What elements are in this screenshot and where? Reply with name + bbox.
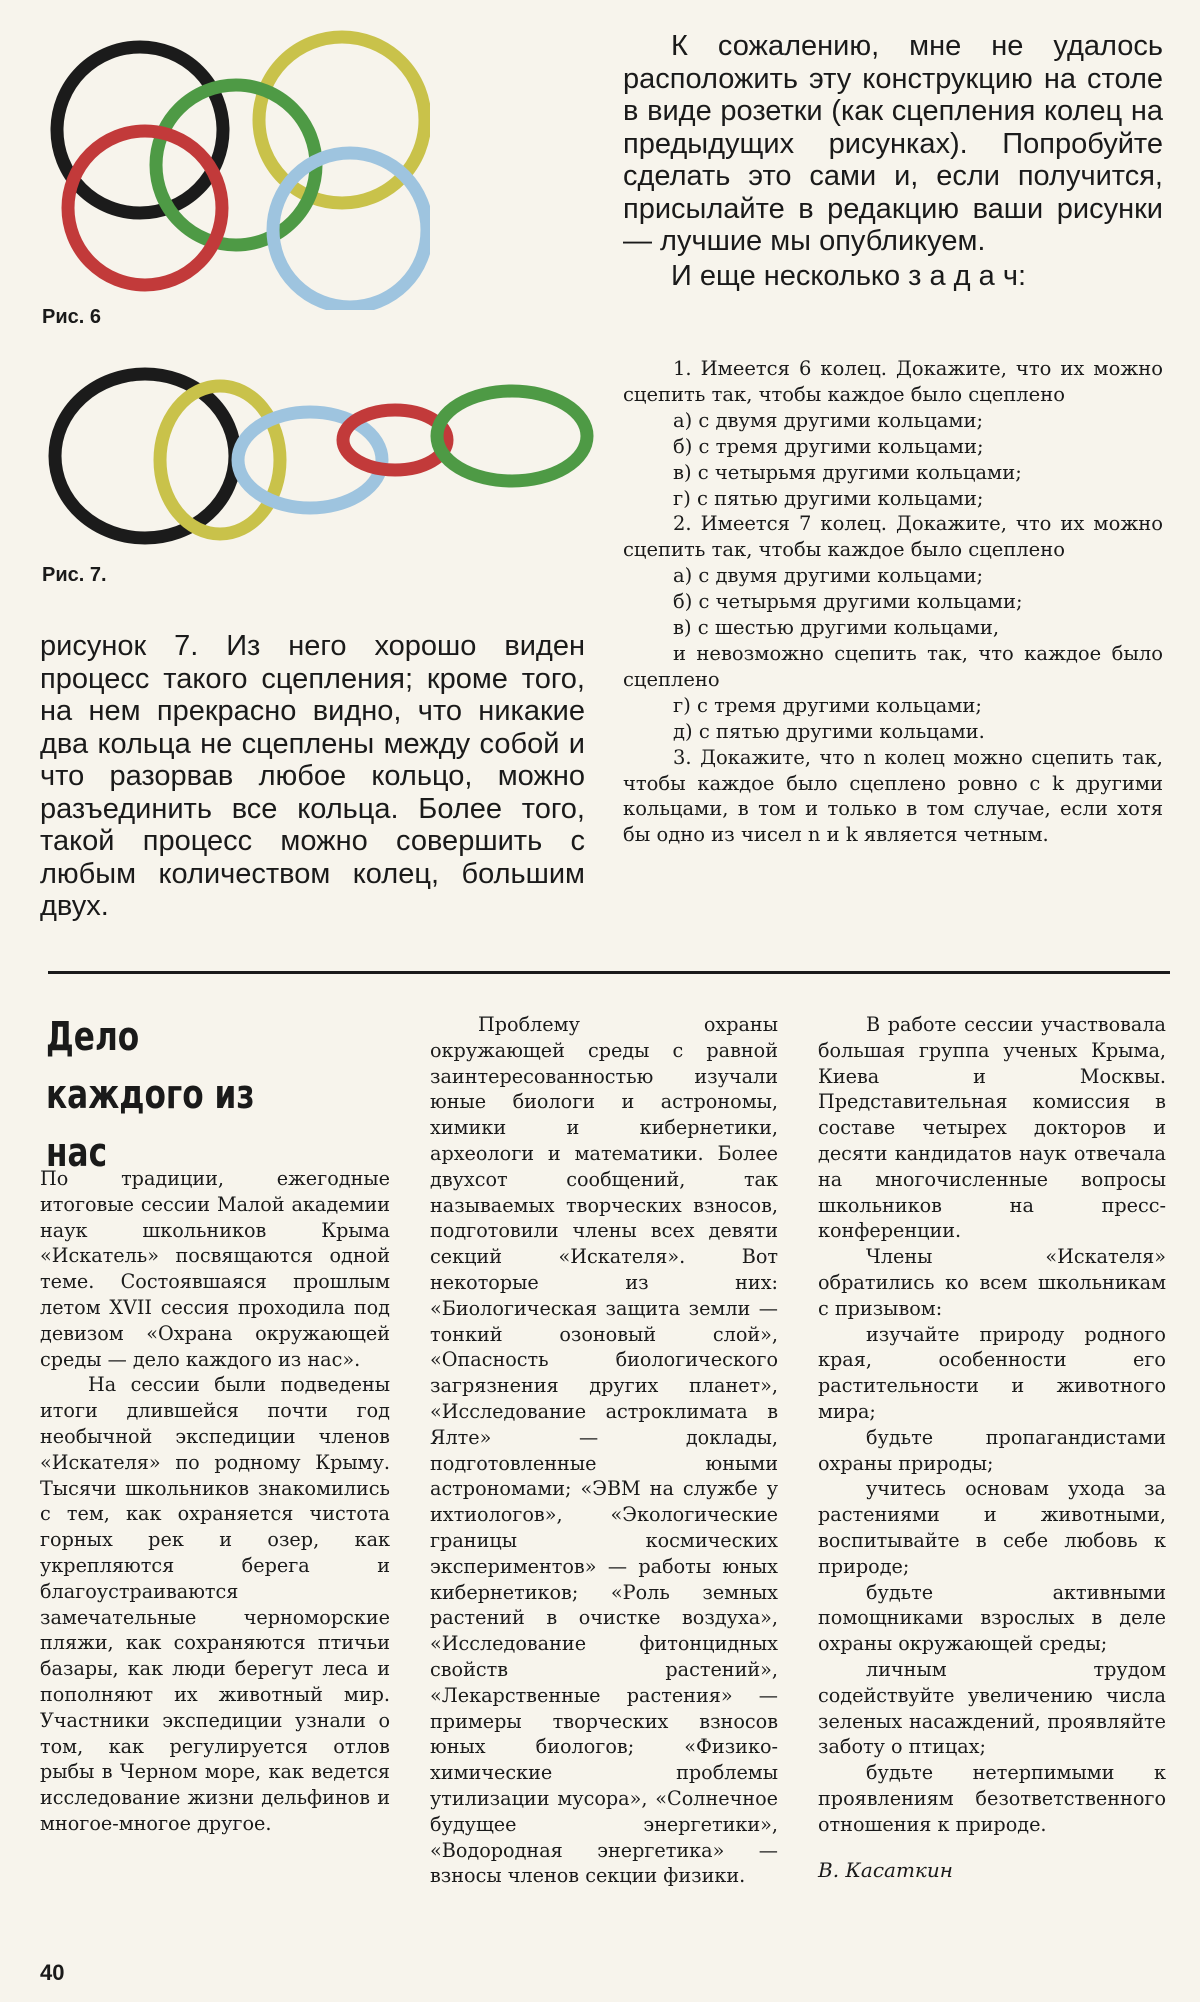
author-signature: В. Касаткин (818, 1857, 953, 1882)
left-text: рисунок 7. Из него хорошо виден процесс такого сцепления; кроме того, на нем прекрасно видно, что никакие два кольца не сцеплены между собой и что разорвав любое кольцо, можно разъединить все кольца. Более того, такой процесс можно совершить с любым количеством колец, большим двух. (40, 630, 585, 922)
figure-7-chain (40, 360, 600, 560)
article-paragraph: Члены «Искателя» обратились ко всем школьникам с призывом: (818, 1245, 1166, 1320)
article-paragraph: На сессии были подведены итоги длившейся почти год необычной экспедиции членов «Искателя» по родному Крыму. Тысячи школьников знакомились с тем, как охраняется чистота горных рек и озер, как укрепляются берега и благоустраиваются замечательные черноморские пляжи, как сохраняются птичьи базары, как люди берегут леса и пополняют их животный мир. Участники экспедиции узнали о том, как регулируется отлов рыбы в Черном море, как ведется исследование жизни дельфинов и многое-многое другое. (40, 1373, 390, 1835)
article-column-1 (40, 1166, 390, 1837)
figure-7-caption: Рис. 7. (42, 564, 107, 586)
appeal-item: будьте нетерпимыми к проявлениям безответственного отношения к природе. (818, 1761, 1166, 1836)
title-line: Дело (46, 1014, 140, 1060)
right-intro (623, 30, 1163, 292)
task-3: 3. Докажите, что n колец можно сцепить так, чтобы каждое было сцеплено ровно с k другими кольцами, в том и только в том случае, если хотя бы одно из чисел n и k является четным. (623, 745, 1163, 847)
right-intro-paragraph: К сожалению, мне не удалось расположить эту конструкцию на столе в виде розетки (как сцепления колец на предыдущих рисунках). Попробуйте сделать это сами и, если получится, присылайте в редакцию ваши рисунки — лучшие мы опубликуем. (623, 30, 1163, 257)
ring-black (55, 374, 235, 538)
section-divider (48, 971, 1170, 974)
page-number: 40 (40, 1960, 65, 1985)
appeal-item: изучайте природу родного края, особенности его растительности и животного мира; (818, 1322, 1166, 1423)
task-2-item: д) с пятью другими кольцами. (673, 719, 985, 743)
article-column-2 (430, 1012, 778, 1889)
task-2-item: а) с двумя другими кольцами; (673, 564, 984, 588)
tasks-block (623, 356, 1163, 848)
appeal-item: личным трудом содействуйте увеличению числа зеленых насаждений, проявляйте заботу о птицах; (818, 1657, 1166, 1759)
title-line: каждого из (46, 1072, 255, 1118)
article-title (46, 1008, 327, 1182)
task-1: 1. Имеется 6 колец. Докажите, что их можно сцепить так, чтобы каждое было сцеплено (623, 357, 1163, 406)
title-line: нас (46, 1130, 108, 1176)
tasks-heading: И еще несколько з а д а ч: (671, 259, 1026, 292)
task-2-item: г) с тремя другими кольцами; (673, 693, 982, 717)
appeal-item: будьте активными помощниками взрослых в деле охраны окружающей среды; (818, 1580, 1166, 1656)
figure-6-caption: Рис. 6 (42, 306, 101, 328)
task-1-item: а) с двумя другими кольцами; (673, 408, 984, 432)
article-paragraph: В работе сессии участвовала большая группа ученых Крыма, Киева и Москвы. Представительная комиссия в составе четырех докторов и десяти кандидатов наук отвечала на многочисленные вопросы школьников на пресс-конференции. (818, 1013, 1166, 1243)
appeal-item: учитесь основам ухода за растениями и животными, воспитывайте в себе любовь к природе; (818, 1477, 1166, 1578)
appeal-item: будьте пропагандистами охраны природы; (818, 1425, 1166, 1475)
task-2-note: и невозможно сцепить так, что каждое было сцеплено (623, 641, 1163, 691)
task-2-item: б) с четырьмя другими кольцами; (673, 590, 1023, 614)
ring-green (437, 391, 587, 481)
article-column-3 (818, 1012, 1166, 1883)
ring-blue (273, 153, 427, 307)
task-1-item: г) с пятью другими кольцами; (673, 486, 984, 510)
task-2: 2. Имеется 7 колец. Докажите, что их можно сцепить так, чтобы каждое было сцеплено (623, 512, 1163, 562)
ring-green (156, 85, 316, 245)
task-2-item: в) с шестью другими кольцами, (673, 616, 1000, 640)
task-1-item: в) с четырьмя другими кольцами; (673, 460, 1022, 484)
article-paragraph: По традиции, ежегодные итоговые сессии Малой академии наук школьников Крыма «Искатель» посвящаются одной теме. Состоявшаяся прошлым летом XVII сессия проходила под девизом «Охрана окружающей среды — дело каждого из нас». (40, 1167, 390, 1371)
figure-6-rings (40, 20, 430, 310)
article-paragraph: Проблему охраны окружающей среды с равной заинтересованностью изучали юные биологи и астрономы, химики и кибернетики, археологи и математики. Более двухсот сообщений, так называемых творческих взносов, подготовили члены всех девяти секций «Искателя». Вот некоторые из них: «Биологическая защита земли — тонкий озоновый слой», «Опасность биологического загрязнения других планет», «Исследование астроклимата в Ялте» — доклады, подготовленные юными астрономами; «ЭВМ на службе у ихтиологов», «Экологические границы космических экспериментов» — работы юных кибернетиков; «Роль земных растений в очистке воздуха», «Исследование фитонцидных свойств растений», «Лекарственные растения» — примеры творческих взносов юных биологов; «Физико-химические проблемы утилизации мусора», «Солнечное будущее энергетики», «Водородная энергетика» — взносы членов секции физики. (430, 1013, 778, 1888)
task-1-item: б) с тремя другими кольцами; (673, 434, 984, 458)
